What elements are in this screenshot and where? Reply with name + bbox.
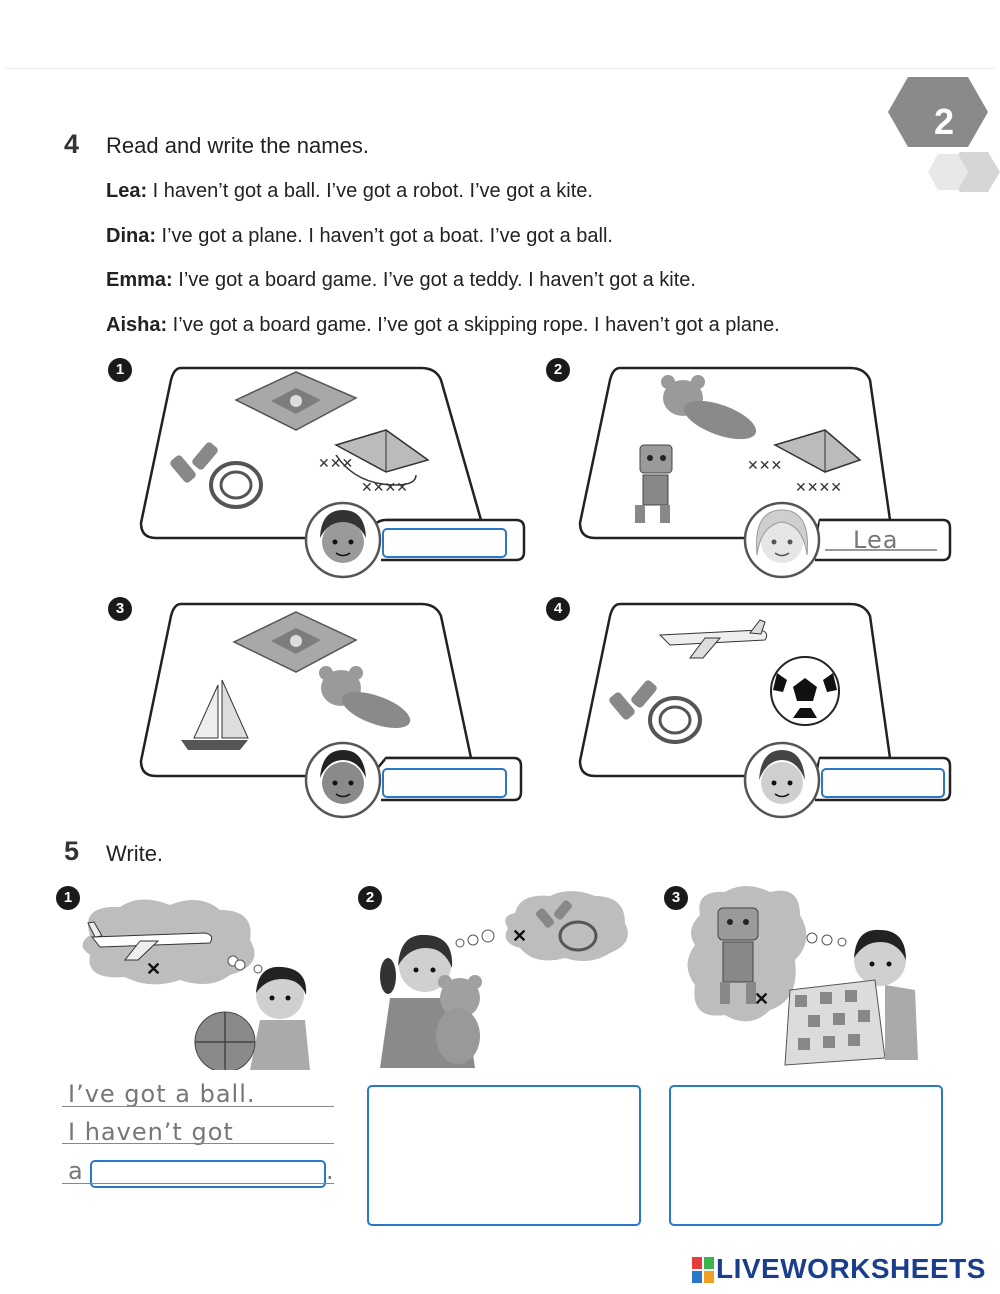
write-item-2-answer-input[interactable]	[369, 1087, 639, 1224]
panel-1-answer-input[interactable]	[384, 530, 505, 556]
reading-line-dina: Dina: I’ve got a plane. I haven’t got a boat. I’ve got a ball.	[106, 225, 613, 247]
exercise-5-number: 5	[64, 836, 80, 866]
svg-text:✕✕✕: ✕✕✕	[318, 455, 354, 471]
write-item-3-answer-box[interactable]	[669, 1085, 943, 1226]
svg-text:✕✕✕✕: ✕✕✕✕	[795, 479, 842, 495]
cross-icon: ✕	[754, 989, 770, 1009]
write-item-3-number: 3	[664, 886, 688, 910]
unit-number: 2	[933, 101, 955, 142]
panel-3-answer-box[interactable]	[382, 768, 507, 798]
write-item-1-example-suffix: .	[326, 1157, 335, 1185]
football-icon	[771, 657, 839, 725]
writing-line	[62, 1143, 334, 1144]
child-avatar-3	[306, 743, 380, 817]
girl-with-teddy-icon	[380, 935, 482, 1068]
panel-2-example-answer: Lea	[853, 526, 899, 554]
panel-3-number: 3	[108, 597, 132, 621]
write-item-2-answer-box[interactable]	[367, 1085, 641, 1226]
write-item-1-example-line-1: I’ve got a ball.	[68, 1080, 256, 1108]
write-item-3-illustration	[680, 880, 960, 1070]
exercise-4-number: 4	[64, 129, 80, 159]
panel-4-number: 4	[546, 597, 570, 621]
write-item-2-illustration	[370, 888, 640, 1073]
write-item-1-example-prefix: a	[68, 1157, 84, 1185]
write-item-3-answer-input[interactable]	[671, 1087, 941, 1224]
write-item-1-illustration	[70, 895, 340, 1070]
cross-icon: ✕	[146, 959, 162, 979]
writing-line	[62, 1106, 334, 1107]
reading-line-emma: Emma: I’ve got a board game. I’ve got a teddy. I haven’t got a kite.	[106, 269, 696, 291]
child-avatar-4	[745, 743, 819, 817]
reading-line-lea: Lea: I haven’t got a ball. I’ve got a robot. I’ve got a kite.	[106, 180, 593, 202]
thought-bubble-icon	[456, 891, 628, 961]
cross-icon: ✕	[512, 926, 528, 946]
panel-4-answer-input[interactable]	[823, 770, 943, 796]
write-item-2-number: 2	[358, 886, 382, 910]
liveworksheets-logo-icon	[692, 1257, 714, 1283]
panel-3-answer-input[interactable]	[384, 770, 505, 796]
panel-1-answer-box[interactable]	[382, 528, 507, 558]
panel-4-answer-box[interactable]	[821, 768, 945, 798]
svg-text:✕✕✕✕: ✕✕✕✕	[361, 479, 408, 495]
boy-with-board-game-icon	[785, 930, 918, 1065]
child-avatar-2	[745, 503, 819, 577]
exercise-4-instruction: Read and write the names.	[106, 133, 369, 158]
writing-line	[62, 1183, 334, 1184]
exercise-5-instruction: Write.	[106, 841, 164, 866]
panel-2-number: 2	[546, 358, 570, 382]
reading-line-aisha: Aisha: I’ve got a board game. I’ve got a skipping rope. I haven’t got a plane.	[106, 314, 780, 336]
child-avatar-1	[306, 503, 380, 577]
panel-1-number: 1	[108, 358, 132, 382]
svg-text:✕✕✕: ✕✕✕	[747, 457, 783, 473]
write-item-1-example-line-2: I haven’t got	[68, 1118, 234, 1146]
write-item-1-number: 1	[56, 886, 80, 910]
liveworksheets-logo: LIVEWORKSHEETS	[716, 1253, 986, 1284]
